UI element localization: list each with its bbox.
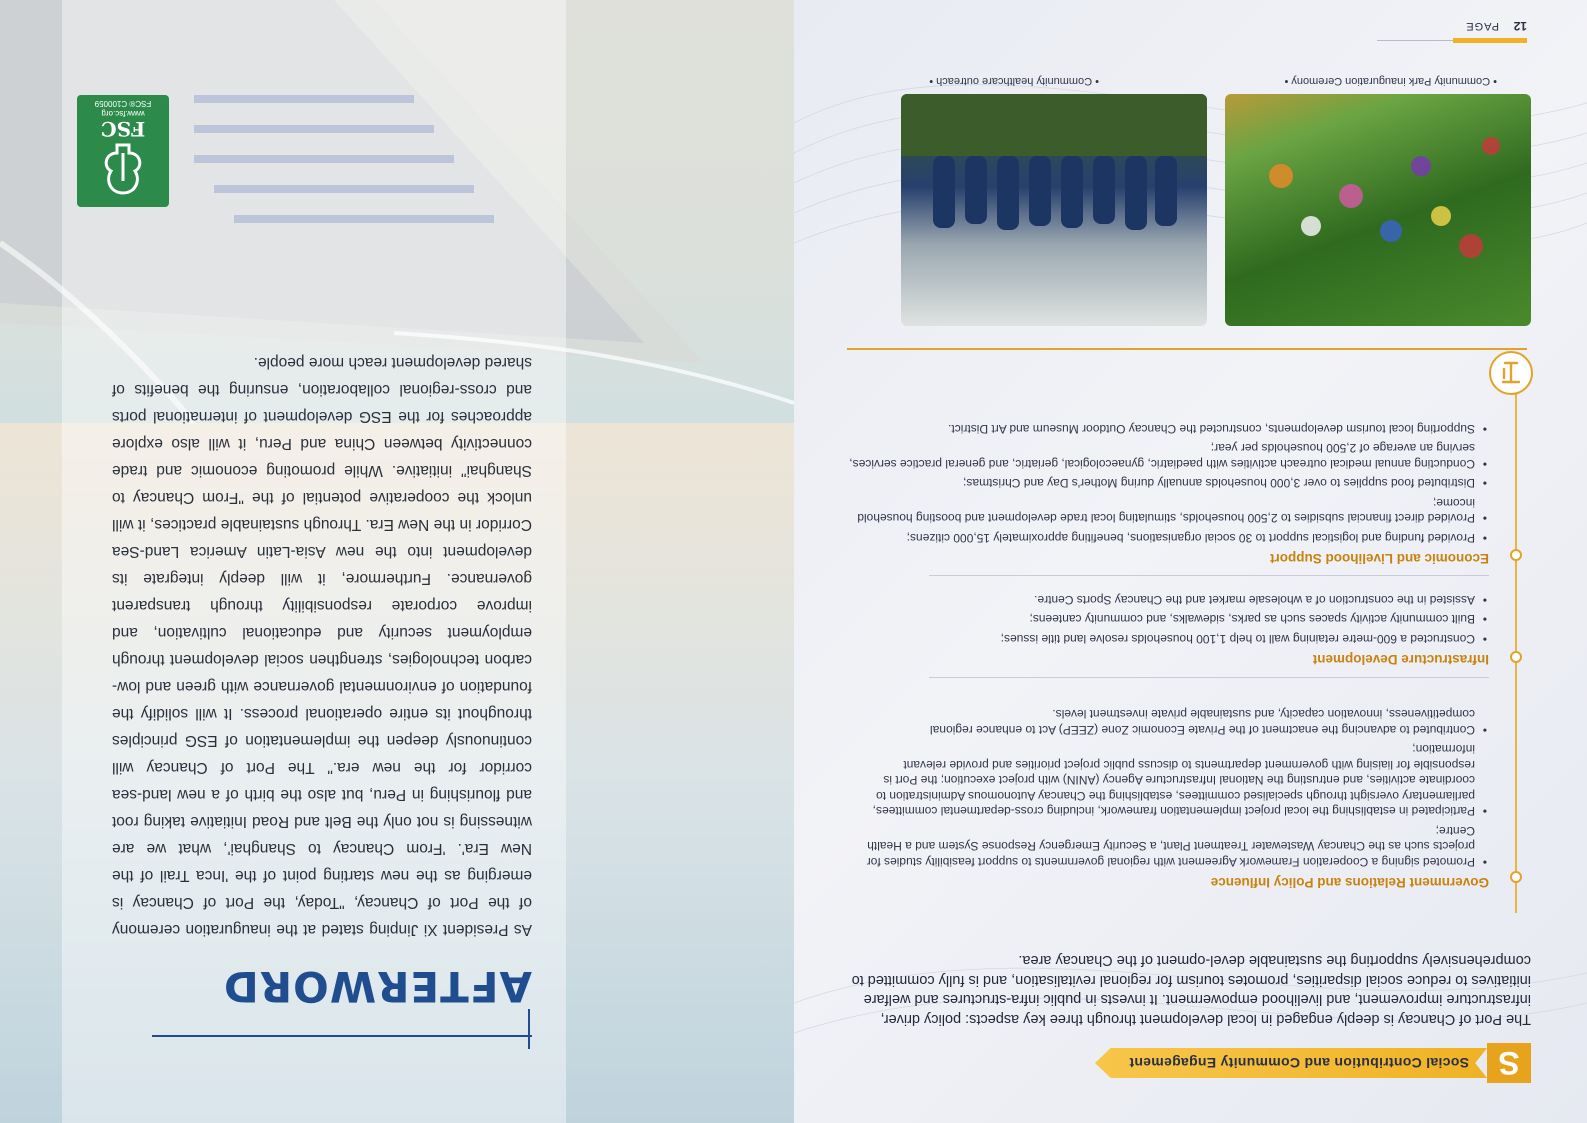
page-accent-line [1377, 40, 1453, 41]
section-divider [929, 677, 1489, 678]
intro-paragraph: The Port of Chancay is deeply engaged in local development through three key aspects: policy driver, infrastructure improvement, and livelihood empowerment. It invests in public infra-structures and welfare initiatives to reduce social disparities, promotes tourism for regional revitalisation, and is fully committed to comprehensively supporting the sustainable devel-opment of the Chancay area. [851, 952, 1531, 1027]
government-relations-title: Government Relations and Policy Influence [1210, 875, 1489, 890]
afterword-title: AFTERWORD [222, 962, 532, 1011]
infrastructure-title: Infrastructure Development [1312, 652, 1489, 667]
list-item: • Assisted in the construction of a wholesale market and the Chancay Sports Centre. [849, 592, 1475, 608]
list-item: • Provided direct financial subsidies to 2,500 households, stimulating local trade development and boosting household income; [849, 495, 1475, 526]
section-divider [929, 575, 1489, 576]
tools-icon [1489, 351, 1533, 395]
timeline-dot [1510, 871, 1522, 883]
page-accent-bar [1453, 38, 1527, 43]
social-contribution-page [794, 0, 1587, 1123]
timeline-dot [1510, 549, 1522, 561]
title-rule-vertical [529, 1009, 531, 1049]
section-header [1079, 1043, 1531, 1083]
government-relations-list [849, 706, 1489, 869]
list-item: • Conducting annual medical outreach activities with paediatric, gynaecological, geriatric, and general practice services, serving an average of 2,500 households per year; [849, 440, 1475, 471]
page-number-block [1377, 13, 1527, 43]
page-number: 12 [1513, 19, 1527, 33]
economic-title: Economic and Livelihood Support [1269, 551, 1489, 566]
fsc-certification-badge [77, 95, 169, 207]
community-park-photo [1225, 94, 1531, 326]
fsc-website: www.fsc.org [101, 109, 145, 118]
list-item: • Constructed a 600-metre retaining wall to help 1,100 households resolve land title issues; [849, 631, 1475, 647]
timeline-dot [1510, 651, 1522, 663]
title-rule-horizontal [152, 1036, 532, 1038]
healthcare-photo-caption: • Community healthcare outreach • [929, 75, 1099, 87]
park-photo-caption: • Community Park inauguration Ceremony • [1284, 75, 1497, 87]
infrastructure-section [849, 588, 1489, 668]
fsc-name: FSC [100, 117, 146, 141]
section-title: Social Contribution and Community Engagement [1129, 1055, 1469, 1071]
section-letter: S [1487, 1043, 1531, 1083]
economic-list [849, 421, 1489, 546]
list-item: • Participated in establishing the local project implementation framework, including cross-departmental committees, parliamentary oversight through specialised committees, establishing the Chancay Autonomous Administration to coordinate activities, and entrusting the National Infrastructure Agency (ANIN) with project execution; the Port is responsible for liaising with government departments to discuss public project priorities and provide relevant information; [849, 741, 1475, 819]
fsc-tree-icon [93, 139, 153, 199]
government-relations-section [849, 702, 1489, 890]
list-item: • Distributed food supplies to over 3,000 households annually during Mother's Day and Christmas; [849, 475, 1475, 491]
fsc-license-code: FSC® C100059 [94, 99, 152, 108]
page-label: PAGE [1465, 20, 1499, 32]
economic-section [849, 417, 1489, 567]
list-item: • Provided funding and logistical support to 30 social organisations, benefiting approximately 15,000 citizens; [849, 530, 1475, 546]
healthcare-outreach-photo [901, 94, 1207, 326]
list-item: • Contributed to advancing the enactment of the Private Economic Zone (ZEEP) Act to enhance regional competitiveness, innovation capacity, and sustainable private investment levels. [849, 706, 1475, 737]
timeline-line [1515, 353, 1517, 913]
list-item: • Built community activity spaces such as parks, sidewalks, and community canteens; [849, 611, 1475, 627]
list-item: • Promoted signing a Cooperation Framework Agreement with regional governments to support feasibility studies for projects such as the Chancay Wastewater Treatment Plant, a Security Emergency Response System and a Health Centre; [849, 823, 1475, 870]
list-item: • Supporting local tourism developments, constructed the Chancay Outdoor Museum and Art District. [849, 421, 1475, 437]
afterword-paragraph: As President Xi Jinping stated at the inauguration ceremony of the Port of Chancay, "Today, the Port of Chancay is emerging as the new starting point of the 'Inca Trail of the New Era'. 'From Chancay to Shanghai', what we are witnessing is not only the Belt and Road Initiative taking root and flourishing in Peru, but also the birth of a new land-sea corridor for the new era." The Port of Chancay will continuously deepen the implementation of ESG principles throughout its entire operational process. It will solidify the foundation of environmental governance with green and low-carbon technologies, strengthen social development through employment security and educational cultivation, and improve corporate responsibility through transparent governance. Furthermore, it will deeply integrate its development into the new Asia-Latin America Land-Sea Corridor in the New Era. Through sustainable practices, it will unlock the cooperative potential of the "From Chancay to Shanghai" initiative. While promoting economic and trade connectivity between China and Peru, it will also explore approaches for the ESG development of international ports and cross-regional collaboration, ensuring the benefits of shared development reach more people. [112, 354, 532, 938]
section-rule [847, 348, 1527, 350]
infrastructure-list [849, 592, 1489, 647]
